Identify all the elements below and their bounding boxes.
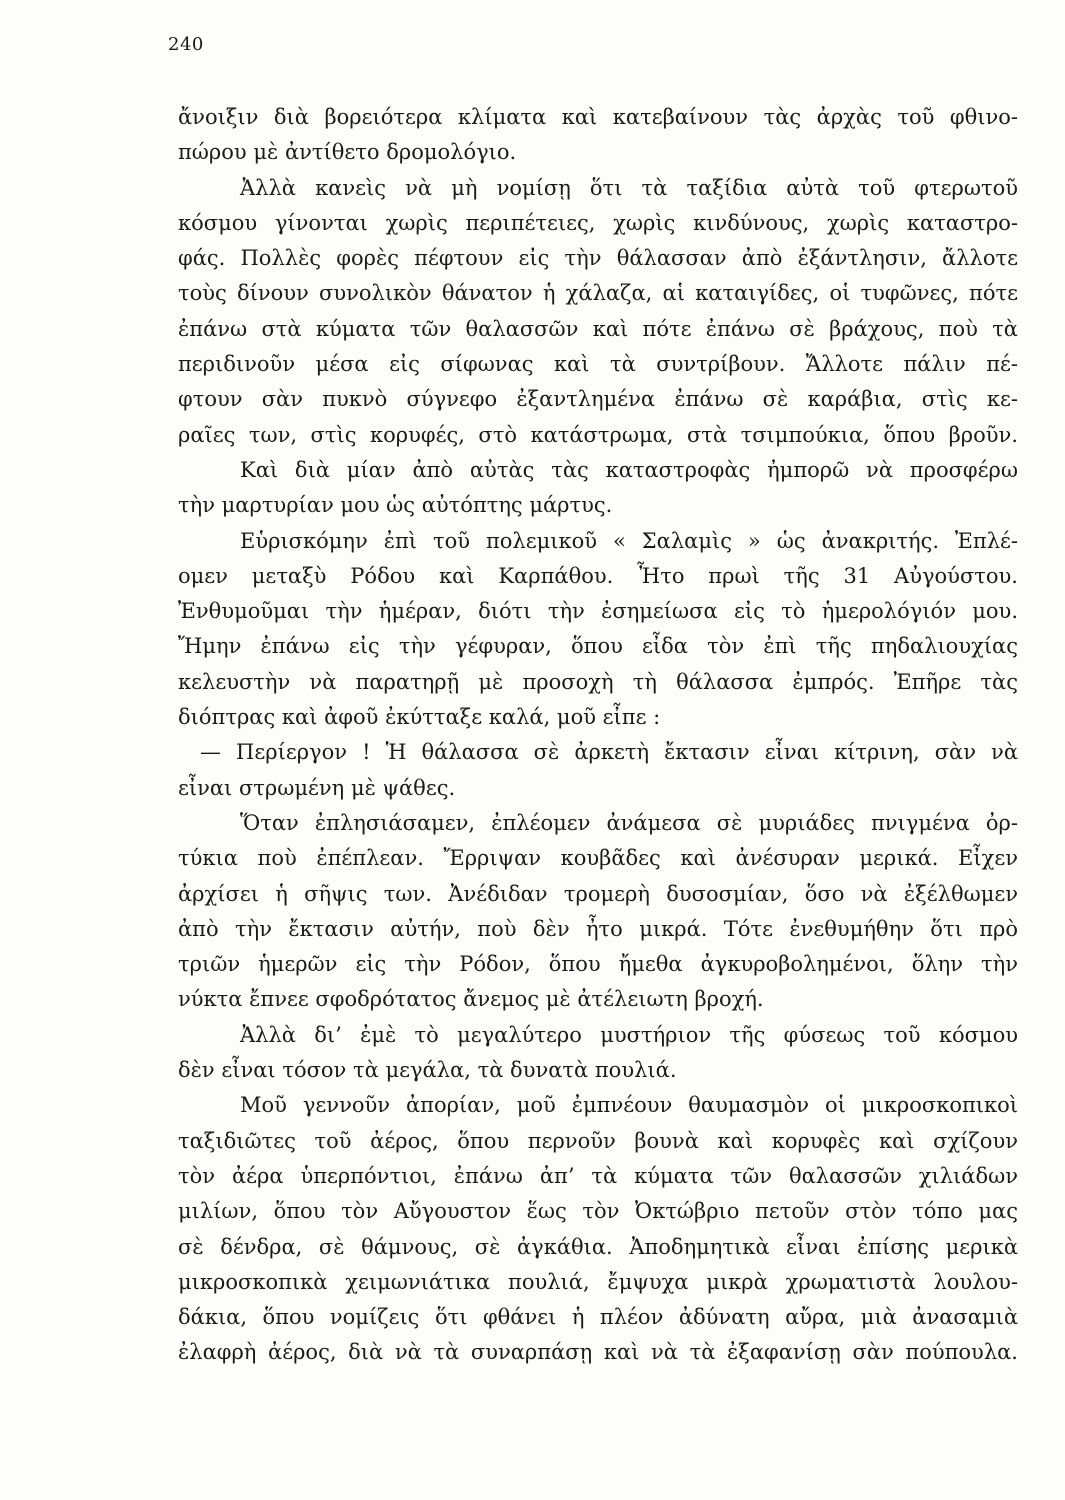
text-line: σὲ δένδρα, σὲ θάμνους, σὲ ἀγκάθια. Ἀποδημητικὰ εἶναι ἐπίσης μερικὰ <box>178 1234 1018 1259</box>
text-line: τύκια ποὺ ἐπέπλεαν. Ἔρριψαν κουβᾶδες καὶ ἀνέσυραν μερικά. Εἶχεν <box>178 846 1018 871</box>
text-line: τὸν ἀέρα ὑπερπόντιοι, ἐπάνω ἀπ’ τὰ κύματα τῶν θαλασσῶν χιλιάδων <box>178 1163 1018 1188</box>
text-line: Ὅταν ἐπλησιάσαμεν, ἐπλέομεν ἀνάμεσα σὲ μυριάδες πνιγμένα ὀρ- <box>240 810 1018 835</box>
text-line: ἐπάνω στὰ κύματα τῶν θαλασσῶν καὶ πότε ἐπάνω σὲ βράχους, ποὺ τὰ <box>178 316 1018 341</box>
text-line: Καὶ διὰ μίαν ἀπὸ αὐτὰς τὰς καταστροφὰς ἠμπορῶ νὰ προσφέρω <box>240 457 1018 482</box>
text-line: — Περίεργον ! Ἡ θάλασσα σὲ ἀρκετὴ ἔκτασιν εἶναι κίτρινη, σὰν νὰ <box>200 740 1018 765</box>
text-line: κόσμου γίνονται χωρὶς περιπέτειες, χωρὶς κινδύνους, χωρὶς καταστρο- <box>178 210 1018 235</box>
text-line: τὴν μαρτυρίαν μου ὡς αὐτόπτης μάρτυς. <box>178 493 613 518</box>
text-line: ἐλαφρὴ ἀέρος, διὰ νὰ τὰ συναρπάσῃ καὶ νὰ τὰ ἐξαφανίσῃ σὰν πούπουλα. <box>178 1340 1018 1365</box>
body-text <box>178 100 1018 1371</box>
text-line: μικροσκοπικὰ χειμωνιάτικα πουλιά, ἔμψυχα μικρὰ χρωματιστὰ λουλου- <box>178 1269 1018 1294</box>
text-line: ραῖες των, στὶς κορυφές, στὸ κατάστρωμα, στὰ τσιμπούκια, ὅπου βροῦν. <box>178 422 1018 447</box>
text-line: εἶναι στρωμένη μὲ ψάθες. <box>178 775 456 800</box>
text-line: Μοῦ γεννοῦν ἀπορίαν, μοῦ ἐμπνέουν θαυμασμὸν οἱ μικροσκοπικοὶ <box>240 1093 1018 1118</box>
text-line: Ἀλλὰ κανεὶς νὰ μὴ νομίσῃ ὅτι τὰ ταξίδια αὐτὰ τοῦ φτερωτοῦ <box>240 175 1018 200</box>
page-number: 240 <box>168 34 204 55</box>
text-line: περιδινοῦν μέσα εἰς σίφωνας καὶ τὰ συντρίβουν. Ἄλλοτε πάλιν πέ- <box>178 352 1018 377</box>
text-line: διόπτρας καὶ ἀφοῦ ἐκύτταξε καλά, μοῦ εἶπε : <box>178 705 661 730</box>
text-line: ἄνοιξιν διὰ βορειότερα κλίματα καὶ κατεβαίνουν τὰς ἀρχὰς τοῦ φθινο- <box>178 105 1018 129</box>
text-line: τριῶν ἡμερῶν εἰς τὴν Ρόδον, ὅπου ἤμεθα ἀγκυροβολημένοι, ὅλην τὴν <box>178 952 1018 977</box>
text-line: δάκια, ὅπου νομίζεις ὅτι φθάνει ἡ πλέον ἀδύνατη αὔρα, μιὰ ἀνασαμιὰ <box>178 1305 1018 1330</box>
text-line: ομεν μεταξὺ Ρόδου καὶ Καρπάθου. Ἦτο πρωὶ τῆς 31 Αὐγούστου. <box>178 563 1018 588</box>
text-line: ἀπὸ τὴν ἔκτασιν αὐτήν, ποὺ δὲν ἦτο μικρά. Τότε ἐνεθυμήθην ὅτι πρὸ <box>178 916 1018 941</box>
text-line: Ἀλλὰ δι’ ἐμὲ τὸ μεγαλύτερο μυστήριον τῆς φύσεως τοῦ κόσμου <box>240 1022 1018 1047</box>
text-line: τοὺς δίνουν συνολικὸν θάνατον ἡ χάλαζα, αἱ καταιγίδες, οἱ τυφῶνες, πότε <box>178 281 1018 306</box>
text-line: Εὑρισκόμην ἐπὶ τοῦ πολεμικοῦ « Σαλαμὶς » ὡς ἀνακριτής. Ἐπλέ- <box>240 528 1018 553</box>
text-line: κελευστὴν νὰ παρατηρῇ μὲ προσοχὴ τὴ θάλασσα ἐμπρός. Ἐπῆρε τὰς <box>178 669 1018 694</box>
text-line: ταξιδιῶτες τοῦ ἀέρος, ὅπου περνοῦν βουνὰ καὶ κορυφὲς καὶ σχίζουν <box>178 1128 1018 1153</box>
text-line: φτουν σὰν πυκνὸ σύγνεφο ἐξαντλημένα ἐπάνω σὲ καράβια, στὶς κε- <box>178 387 1018 412</box>
text-line: φάς. Πολλὲς φορὲς πέφτουν εἰς τὴν θάλασσαν ἀπὸ ἐξάντλησιν, ἄλλοτε <box>178 246 1018 271</box>
text-line: ἀρχίσει ἡ σῆψις των. Ἀνέδιδαν τρομερὴ δυσοσμίαν, ὅσο νὰ ἐξέλθωμεν <box>178 881 1018 906</box>
text-line: νύκτα ἔπνεε σφοδρότατος ἄνεμος μὲ ἀτέλειωτη βροχή. <box>178 987 764 1012</box>
text-line: Ἤμην ἐπάνω εἰς τὴν γέφυραν, ὅπου εἶδα τὸν ἐπὶ τῆς πηδαλιουχίας <box>178 634 1018 659</box>
text-line: πώρου μὲ ἀντίθετο δρομολόγιο. <box>178 140 517 165</box>
text-line: δὲν εἶναι τόσον τὰ μεγάλα, τὰ δυνατὰ πουλιά. <box>178 1058 677 1083</box>
text-line: Ἐνθυμοῦμαι τὴν ἡμέραν, διότι τὴν ἐσημείωσα εἰς τὸ ἡμερολόγιόν μου. <box>178 599 1018 624</box>
text-line: μιλίων, ὅπου τὸν Αὔγουστον ἕως τὸν Ὀκτώβριο πετοῦν στὸν τόπο μας <box>178 1199 1018 1224</box>
